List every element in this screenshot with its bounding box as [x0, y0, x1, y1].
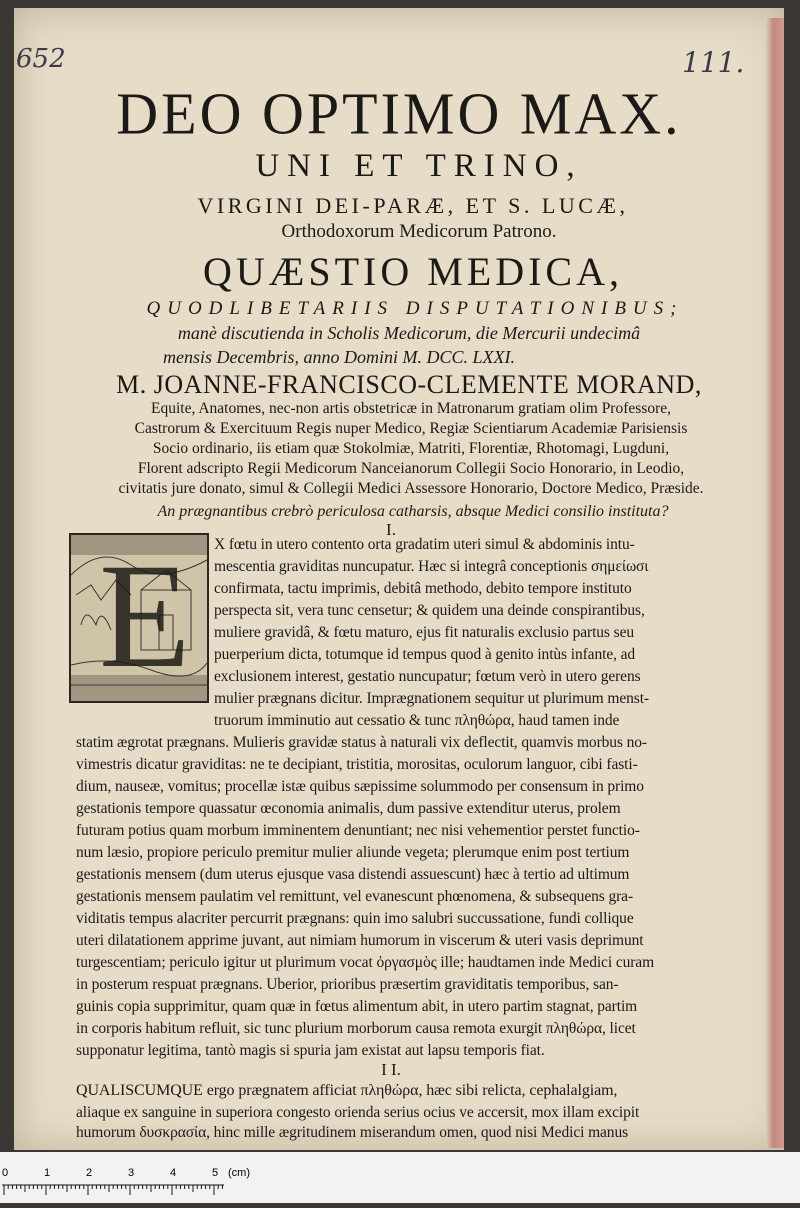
body-line: turgescentiam; periculo igitur ut plurimum vocat ὀργασμὸς ille; haudtamen inde Medici curam	[76, 954, 655, 971]
presider-line: Florent adscripto Regii Medicorum Nanceianorum Collegii Socio Honorario, in Leodio,	[137, 460, 685, 477]
body-line: gestationis mensem (dum uterus ejusque vasa distendi assuescunt) hæc à tertio ad ultimum	[76, 866, 630, 883]
ruler-label: 3	[128, 1167, 135, 1179]
header-virgini: VIRGINI DEI-PARÆ, ET S. LUCÆ,	[197, 193, 629, 218]
body-line: mulier prægnans dicitur. Imprægnationem sequitur ut plurimum menst-	[214, 690, 649, 707]
body-line: uteri dilatationem apprime juvant, aut nimiam humorum in viscerum & uteri vasis deprimunt	[76, 932, 644, 949]
presider-line: civitatis jure donato, simul & Collegii Medici Assessore Honorario, Doctore Medico, Præside.	[118, 480, 704, 497]
body-line: supponatur legitima, tantò magis si spuria jam existat aut lapsu temporis fiat.	[76, 1042, 545, 1059]
body-line: aliaque ex sanguine in superiora congesto orienda serius ocius ve accersit, mox illam excipit	[76, 1104, 640, 1121]
body-line: viditatis tempus alacriter percurrit prægnans: quin imo salubri succussatione, fundi collique	[76, 910, 634, 927]
ruler-label: 4	[170, 1167, 177, 1179]
header-uni: UNI ET TRINO,	[255, 148, 583, 184]
body-line: in posterum respuat prægnans. Uberior, prioribus præsertim graviditatis temporibus, san-	[76, 976, 619, 993]
ruler-ticks	[0, 1152, 800, 1203]
body-line: gestationis mensem paulatim vel remittunt, vel evanescunt phœnomena, & subsequens gra-	[76, 888, 634, 905]
presider-name: M. JOANNE-FRANCISCO-CLEMENTE MORAND,	[116, 370, 702, 399]
header-patrono: Orthodoxorum Medicorum Patrono.	[281, 221, 557, 242]
question: An prægnantibus crebrò periculosa catharsis, absque Medici consilio instituta?	[157, 503, 669, 520]
body-line: confirmata, tactu imprimis, debitâ methodo, debito tempore instituto	[214, 580, 632, 597]
body-line: num læsio, propiore periculo premitur mulier aliunde vegeta; plerumque enim post tertium	[76, 844, 630, 861]
title-quaestio: QUÆSTIO MEDICA,	[203, 249, 623, 294]
presider-line: Castrorum & Exercituum Regis nuper Medico, Regiæ Scientiarum Academiæ Parisiensis	[134, 420, 688, 437]
dropcap-letter: E	[99, 533, 191, 699]
body-line: dium, nauseæ, vomitus; procellæ istæ quibus sæpissime solummodo per consensum in primo	[76, 778, 644, 795]
body-line: truorum imminutio aut cessatio & tunc πληθώρα, haud tamen inde	[214, 712, 620, 729]
document-page	[14, 8, 784, 1150]
margin-note-left: 652	[16, 44, 66, 74]
body-line: muliere gravidâ, & fœtu maturo, ejus fit naturalis exclusio partus seu	[214, 624, 634, 641]
dropcap-illustration	[69, 533, 209, 703]
body-line: exclusionem interest, gestatio nuncupatur; fœtum verò in utero gerens	[214, 668, 641, 685]
ruler-unit: (cm)	[228, 1167, 250, 1179]
body-line: statim ægrotat prægnans. Mulieris gravidæ status à naturali vix deflectit, quamvis morbus no-	[76, 734, 647, 751]
body-line: X fœtu in utero contento orta gradatim uteri simul & abdominis intu-	[214, 536, 635, 553]
subtitle-discutienda: manè discutienda in Scholis Medicorum, die Mercurii undecimâ	[177, 323, 641, 343]
subtitle-date: mensis Decembris, anno Domini M. DCC. LXXI.	[163, 347, 515, 367]
body-line: futuram potius quam morbum imminentem denuntiant; nec nisi vehementior perstet functio-	[76, 822, 640, 839]
body-line: perspecta sit, vera tunc censetur; & quidem una deinde conspirantibus,	[214, 602, 645, 619]
header-deo: DEO OPTIMO MAX.	[116, 80, 682, 147]
ruler-label: 0	[2, 1167, 9, 1179]
presider-line: Socio ordinario, iis etiam quæ Stokolmiæ, Matriti, Florentiæ, Rhotomagi, Lugduni,	[152, 440, 670, 457]
presider-line: Equite, Anatomes, nec-non artis obstetricæ in Matronarum gratiam olim Professore,	[151, 400, 671, 417]
body-line: mescentia graviditas nuncupatur. Hæc si integrâ conceptionis σημείωσι	[214, 558, 649, 575]
scale-ruler	[0, 1152, 800, 1203]
body-line: humorum δυσκρασία, hinc mille ægritudinem miserandum omen, quod nisi Medici manus	[76, 1124, 629, 1141]
body-line: QUALISCUMQUE ergo prægnatem afficiat πληθώρα, hæc sibi relicta, cephalalgiam,	[76, 1082, 618, 1099]
section-numeral-2: I I.	[381, 1060, 401, 1079]
body-line: puerperium dicta, totumque id tempus quod à genito intùs infante, ad	[214, 646, 636, 663]
page-edge	[766, 18, 784, 1148]
body-line: guinis copia supprimitur, quam quæ in fœtus alimentum abit, in utero partim stagnat, partim	[76, 998, 638, 1015]
body-line: vimestris dicatur graviditas: ne te decipiant, tristitia, morositas, oculorum languor, cibi fasti-	[76, 756, 638, 773]
body-line: in corporis habitum refluit, sic tunc plurium morborum causa remota exurgit πληθώρα, licet	[76, 1020, 636, 1037]
ruler-label: 5	[212, 1167, 219, 1179]
body-line: gestationis tempore quassatur œconomia animalis, dum passive extenditur uterus, prolem	[76, 800, 621, 817]
margin-note-right: 111.	[682, 46, 745, 79]
ruler-label: 1	[44, 1167, 51, 1179]
ruler-label: 2	[86, 1167, 93, 1179]
subtitle-quodlibetariis: QUODLIBETARIIS DISPUTATIONIBUS;	[146, 298, 684, 319]
section-numeral-1: I.	[386, 520, 396, 539]
